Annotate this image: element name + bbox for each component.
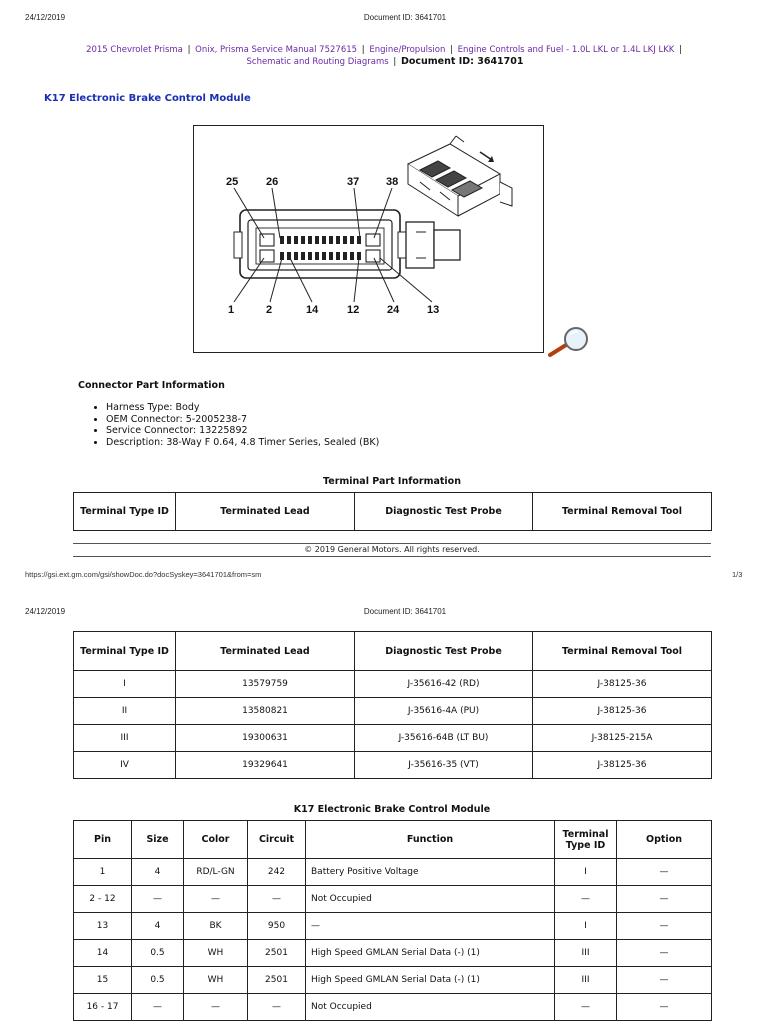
table-cell: — <box>132 994 184 1021</box>
table-cell: IV <box>74 752 176 779</box>
column-header: Option <box>617 821 712 859</box>
breadcrumb-separator: | <box>187 45 191 55</box>
list-item: • Service Connector: 13225892 <box>106 425 379 437</box>
pin-table-heading: K17 Electronic Brake Control Module <box>293 804 491 815</box>
table-cell: RD/L-GN <box>184 859 248 886</box>
pin-label-2: 2 <box>266 304 273 316</box>
table-cell: J-38125-36 <box>533 698 712 725</box>
breadcrumb-separator: | <box>361 45 365 55</box>
pin-label-13: 13 <box>427 304 440 316</box>
table-row <box>74 698 712 725</box>
terminal-info-table <box>73 631 712 779</box>
table-cell: 13 <box>74 913 132 940</box>
breadcrumb-document-id: Document ID: 3641701 <box>400 56 524 67</box>
print-date: 24/12/2019 <box>25 607 66 616</box>
breadcrumb-link-manual[interactable]: Onix, Prisma Service Manual 7527615 <box>195 45 358 55</box>
table-cell: — <box>617 940 712 967</box>
table-cell: 2501 <box>248 967 306 994</box>
connector-info-list <box>92 402 379 448</box>
breadcrumb-separator: | <box>393 57 397 67</box>
connector-diagram <box>193 125 544 353</box>
pin-label-26: 26 <box>266 176 279 188</box>
table-cell: — <box>132 886 184 913</box>
table-cell: BK <box>184 913 248 940</box>
column-header: Terminal Removal Tool <box>533 493 712 531</box>
table-cell: 15 <box>74 967 132 994</box>
list-item: • Harness Type: Body <box>106 402 379 414</box>
table-cell: II <box>74 698 176 725</box>
table-cell: — <box>617 886 712 913</box>
terminal-info-heading: Terminal Part Information <box>323 476 461 487</box>
table-cell: 950 <box>248 913 306 940</box>
table-cell: J-38125-36 <box>533 752 712 779</box>
divider <box>73 556 711 557</box>
table-cell: — <box>617 994 712 1021</box>
column-header: Diagnostic Test Probe <box>355 632 533 671</box>
table-cell: WH <box>184 940 248 967</box>
terminal-info-table-head <box>73 492 712 531</box>
list-item: • OEM Connector: 5-2005238-7 <box>106 414 379 426</box>
column-header: Color <box>184 821 248 859</box>
table-cell: J-38125-215A <box>533 725 712 752</box>
pin-label-25: 25 <box>226 176 239 188</box>
table-cell: 4 <box>132 859 184 886</box>
table-cell: III <box>555 940 617 967</box>
pin-label-1: 1 <box>228 304 235 316</box>
pin-label-12: 12 <box>347 304 360 316</box>
table-cell: J-35616-64B (LT BU) <box>355 725 533 752</box>
table-cell: — <box>617 913 712 940</box>
breadcrumb <box>80 44 690 68</box>
table-cell: 0.5 <box>132 967 184 994</box>
table-row <box>74 886 712 913</box>
table-cell: III <box>74 725 176 752</box>
table-cell: High Speed GMLAN Serial Data (-) (1) <box>306 967 555 994</box>
copyright: © 2019 General Motors. All rights reserved. <box>304 545 480 554</box>
table-row <box>74 994 712 1021</box>
table-cell: 19300631 <box>176 725 355 752</box>
table-cell: J-35616-42 (RD) <box>355 671 533 698</box>
table-cell: — <box>248 886 306 913</box>
table-cell: 13580821 <box>176 698 355 725</box>
table-cell: Not Occupied <box>306 994 555 1021</box>
table-cell: I <box>555 859 617 886</box>
table-row <box>74 671 712 698</box>
table-cell: I <box>555 913 617 940</box>
column-header: Terminal Type ID <box>555 821 617 859</box>
breadcrumb-link-schematics[interactable]: Schematic and Routing Diagrams <box>246 57 389 67</box>
column-header: Circuit <box>248 821 306 859</box>
list-item: • Description: 38-Way F 0.64, 4.8 Timer Series, Sealed (BK) <box>106 437 379 449</box>
table-cell: — <box>555 994 617 1021</box>
column-header: Terminal Removal Tool <box>533 632 712 671</box>
breadcrumb-link-engine-controls[interactable]: Engine Controls and Fuel - 1.0L LKL or 1.4L LKJ LKK <box>457 45 675 55</box>
divider <box>73 543 711 544</box>
page-title: K17 Electronic Brake Control Module <box>44 93 251 104</box>
pin-table <box>73 820 712 1021</box>
table-cell: J-35616-35 (VT) <box>355 752 533 779</box>
table-row <box>74 752 712 779</box>
table-cell: 0.5 <box>132 940 184 967</box>
column-header: Terminated Lead <box>176 632 355 671</box>
table-cell: 19329641 <box>176 752 355 779</box>
table-cell: WH <box>184 967 248 994</box>
table-cell: 1 <box>74 859 132 886</box>
table-cell: — <box>184 886 248 913</box>
header-document-id: Document ID: 3641701 <box>363 607 447 616</box>
column-header: Diagnostic Test Probe <box>355 493 533 531</box>
pin-label-24: 24 <box>387 304 400 316</box>
table-cell: J-35616-4A (PU) <box>355 698 533 725</box>
table-cell: 4 <box>132 913 184 940</box>
table-row <box>74 725 712 752</box>
print-date: 24/12/2019 <box>25 13 66 22</box>
table-cell: 14 <box>74 940 132 967</box>
column-header: Terminal Type ID <box>74 632 176 671</box>
table-cell: — <box>617 967 712 994</box>
pin-label-37: 37 <box>347 176 360 188</box>
table-row <box>74 967 712 994</box>
column-header: Function <box>306 821 555 859</box>
table-cell: 16 - 17 <box>74 994 132 1021</box>
column-header: Terminal Type ID <box>74 493 176 531</box>
table-cell: High Speed GMLAN Serial Data (-) (1) <box>306 940 555 967</box>
table-cell: 242 <box>248 859 306 886</box>
pin-label-38: 38 <box>386 176 399 188</box>
table-cell: J-38125-36 <box>533 671 712 698</box>
table-cell: — <box>617 859 712 886</box>
breadcrumb-separator: | <box>679 45 682 55</box>
table-cell: Not Occupied <box>306 886 555 913</box>
table-cell: — <box>306 913 555 940</box>
footer-url: https://gsi.ext.gm.com/gsi/showDoc.do?docSyskey=3641701&from=sm <box>25 570 262 579</box>
pin-label-14: 14 <box>306 304 319 316</box>
table-row <box>74 859 712 886</box>
connector-info-heading: Connector Part Information <box>78 380 225 391</box>
footer-page-number: 1/3 <box>732 570 743 579</box>
column-header: Pin <box>74 821 132 859</box>
table-cell: I <box>74 671 176 698</box>
connector-drawing <box>194 126 545 354</box>
table-cell: III <box>555 967 617 994</box>
column-header: Size <box>132 821 184 859</box>
table-cell: 13579759 <box>176 671 355 698</box>
table-cell: Battery Positive Voltage <box>306 859 555 886</box>
table-cell: — <box>248 994 306 1021</box>
table-row <box>74 913 712 940</box>
table-cell: 2 - 12 <box>74 886 132 913</box>
table-cell: — <box>184 994 248 1021</box>
magnifier-icon[interactable] <box>546 325 594 359</box>
table-row <box>74 940 712 967</box>
breadcrumb-link-engine[interactable]: Engine/Propulsion <box>369 45 446 55</box>
table-cell: — <box>555 886 617 913</box>
header-document-id: Document ID: 3641701 <box>363 13 447 22</box>
table-cell: 2501 <box>248 940 306 967</box>
breadcrumb-link-vehicle[interactable]: 2015 Chevrolet Prisma <box>86 45 183 55</box>
breadcrumb-separator: | <box>450 45 453 55</box>
column-header: Terminated Lead <box>176 493 355 531</box>
